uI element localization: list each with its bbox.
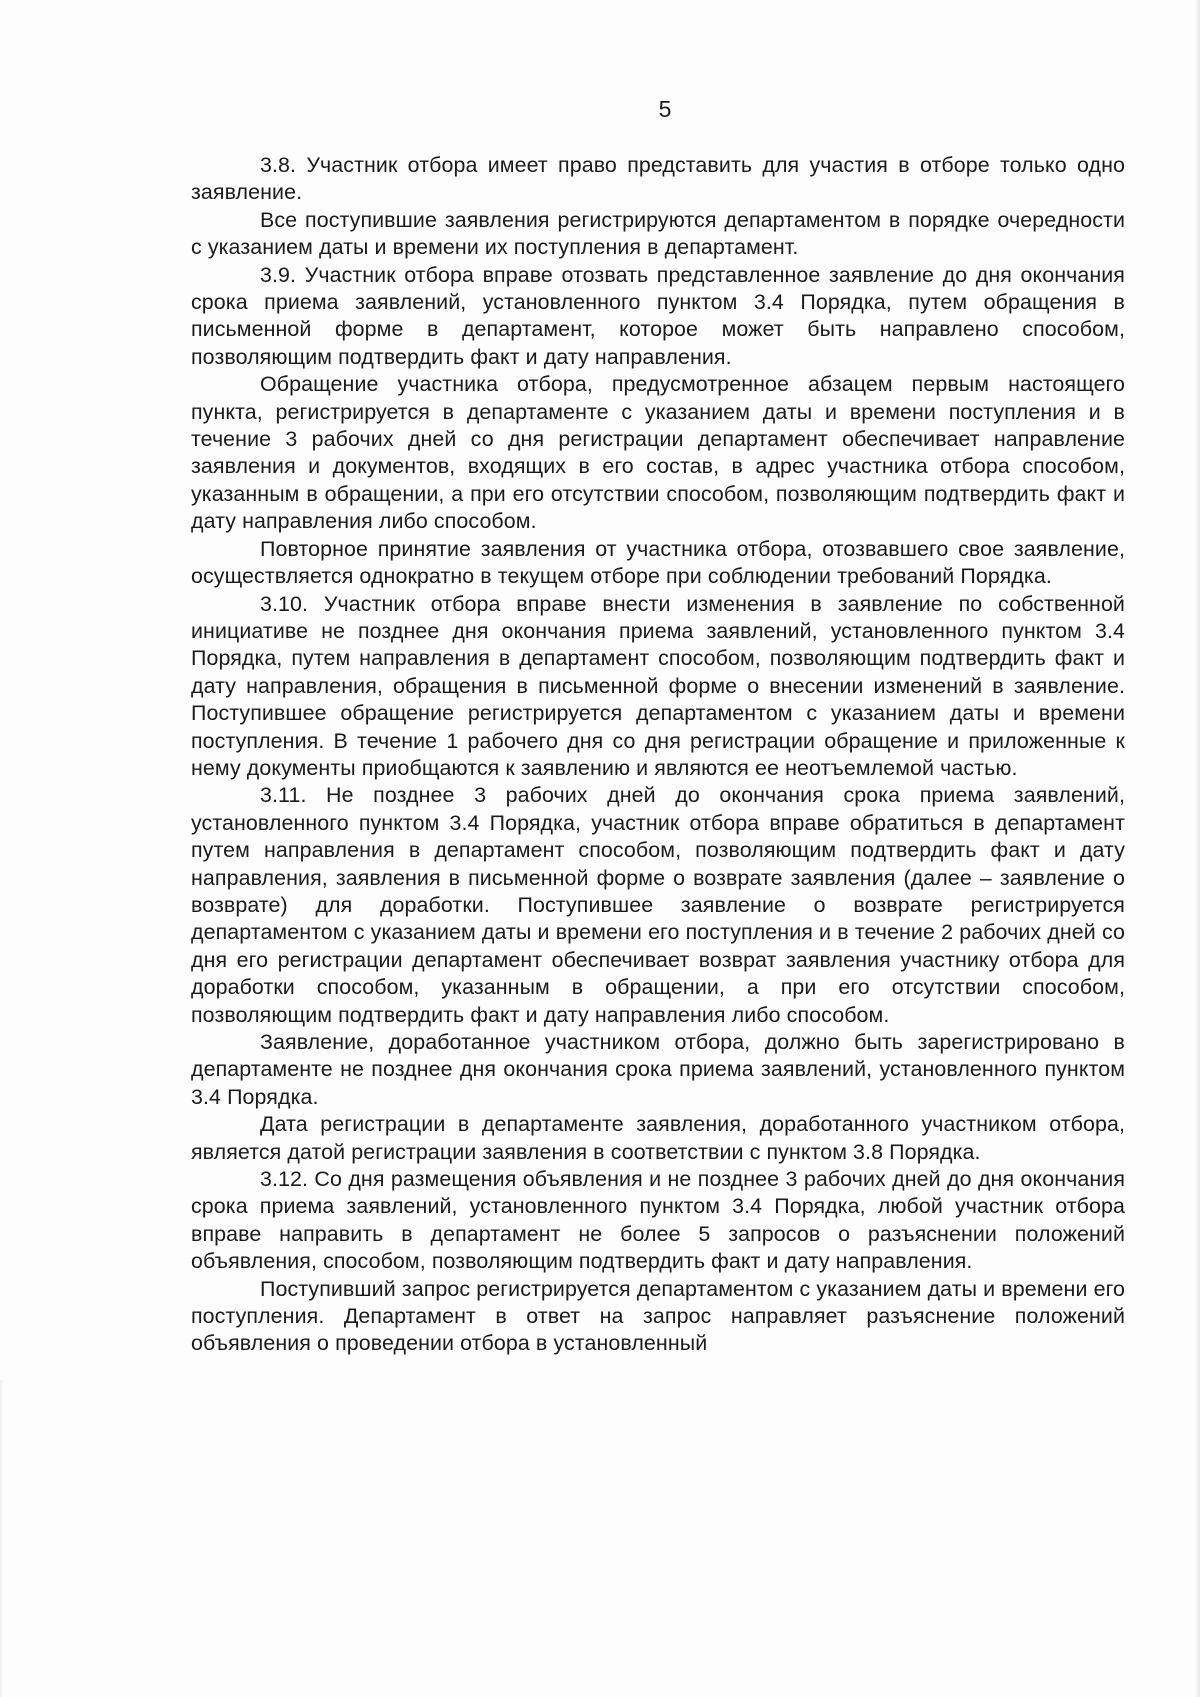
paragraph-3-8: 3.8. Участник отбора имеет право представить для участия в отборе только одно заявление. [191, 153, 1125, 205]
scan-edge-shadow [1194, 0, 1200, 1697]
paragraph-registration: Все поступившие заявления регистрируются департаментом в порядке очередности с указанием даты и времени их поступления в департамент. [191, 207, 1125, 260]
page-number: 5 [658, 96, 672, 122]
paragraph-3-11: 3.11. Не позднее 3 рабочих дней до окончания срока приема заявлений, установленного пунктом 3.4 Порядка, участник отбора вправе обратиться в департамент путем направления в департамент способом, позволяющим подтвердить факт и дату направления, заявления в письменной форме о возврате заявления (далее – заявление о возврате) для доработки. Поступившее заявление о возврате регистрируется департаментом с указанием даты и времени его поступления и в течение 2 рабочих дней со дня его регистрации департамент обеспечивает возврат заявления участнику отбора для доработки способом, указанным в обращении, а при его отсутствии способом, позволяющим подтвердить факт и дату направления либо способом. [191, 783, 1125, 1027]
paragraph-3-10: 3.10. Участник отбора вправе внести изменения в заявление по собственной инициативе не позднее дня окончания приема заявлений, установленного пунктом 3.4 Порядка, путем направления в департамент способом, позволяющим подтвердить факт и дату направления, обращения в письменной форме о внесении изменений в заявление. Поступившее обращение регистрируется департаментом с указанием даты и времени поступления. В течение 1 рабочего дня со дня регистрации обращение и приложенные к нему документы приобщаются к заявлению и являются ее неотъемлемой частью. [191, 591, 1125, 780]
paragraph-3-9: 3.9. Участник отбора вправе отозвать представленное заявление до дня окончания срока приема заявлений, установленного пунктом 3.4 Порядка, путем обращения в письменной форме в департамент, которое может быть направлено способом, позволяющим подтвердить факт и дату направления. [191, 262, 1125, 369]
paragraph-registration-date: Дата регистрации в департаменте заявления, доработанного участником отбора, является датой регистрации заявления в соответствии с пунктом 3.8 Порядка. [191, 1112, 1125, 1164]
paragraph-withdrawal-request: Обращение участника отбора, предусмотренное абзацем первым настоящего пункта, регистрируется в департаменте с указанием даты и времени поступления и в течение 3 рабочих дней со дня регистрации департамент обеспечивает направление заявления и документов, входящих в его состав, в адрес участника отбора способом, указанным в обращении, а при его отсутствии способом, позволяющим подтвердить факт и дату направления либо способом. [191, 372, 1125, 534]
document-body [191, 152, 1125, 1358]
paragraph-resubmission: Повторное принятие заявления от участника отбора, отозвавшего свое заявление, осуществляется однократно в текущем отборе при соблюдении требований Порядка. [191, 536, 1125, 589]
scan-left-edge-shadow [0, 1380, 4, 1697]
paragraph-inquiry-response: Поступивший запрос регистрируется департаментом с указанием даты и времени его поступления. Департамент в ответ на запрос направляет разъяснение положений объявления о проведении отбора в установленный [191, 1276, 1125, 1356]
paragraph-3-12: 3.12. Со дня размещения объявления и не позднее 3 рабочих дней до дня окончания срока приема заявлений, установленного пунктом 3.4 Порядка, любой участник отбора вправе направить в департамент не более 5 запросов о разъяснении положений объявления, способом, позволяющим подтвердить факт и дату направления. [191, 1167, 1125, 1274]
paragraph-revised-application: Заявление, доработанное участником отбора, должно быть зарегистрировано в департаменте не позднее дня окончания срока приема заявлений, установленного пунктом 3.4 Порядка. [191, 1030, 1125, 1109]
